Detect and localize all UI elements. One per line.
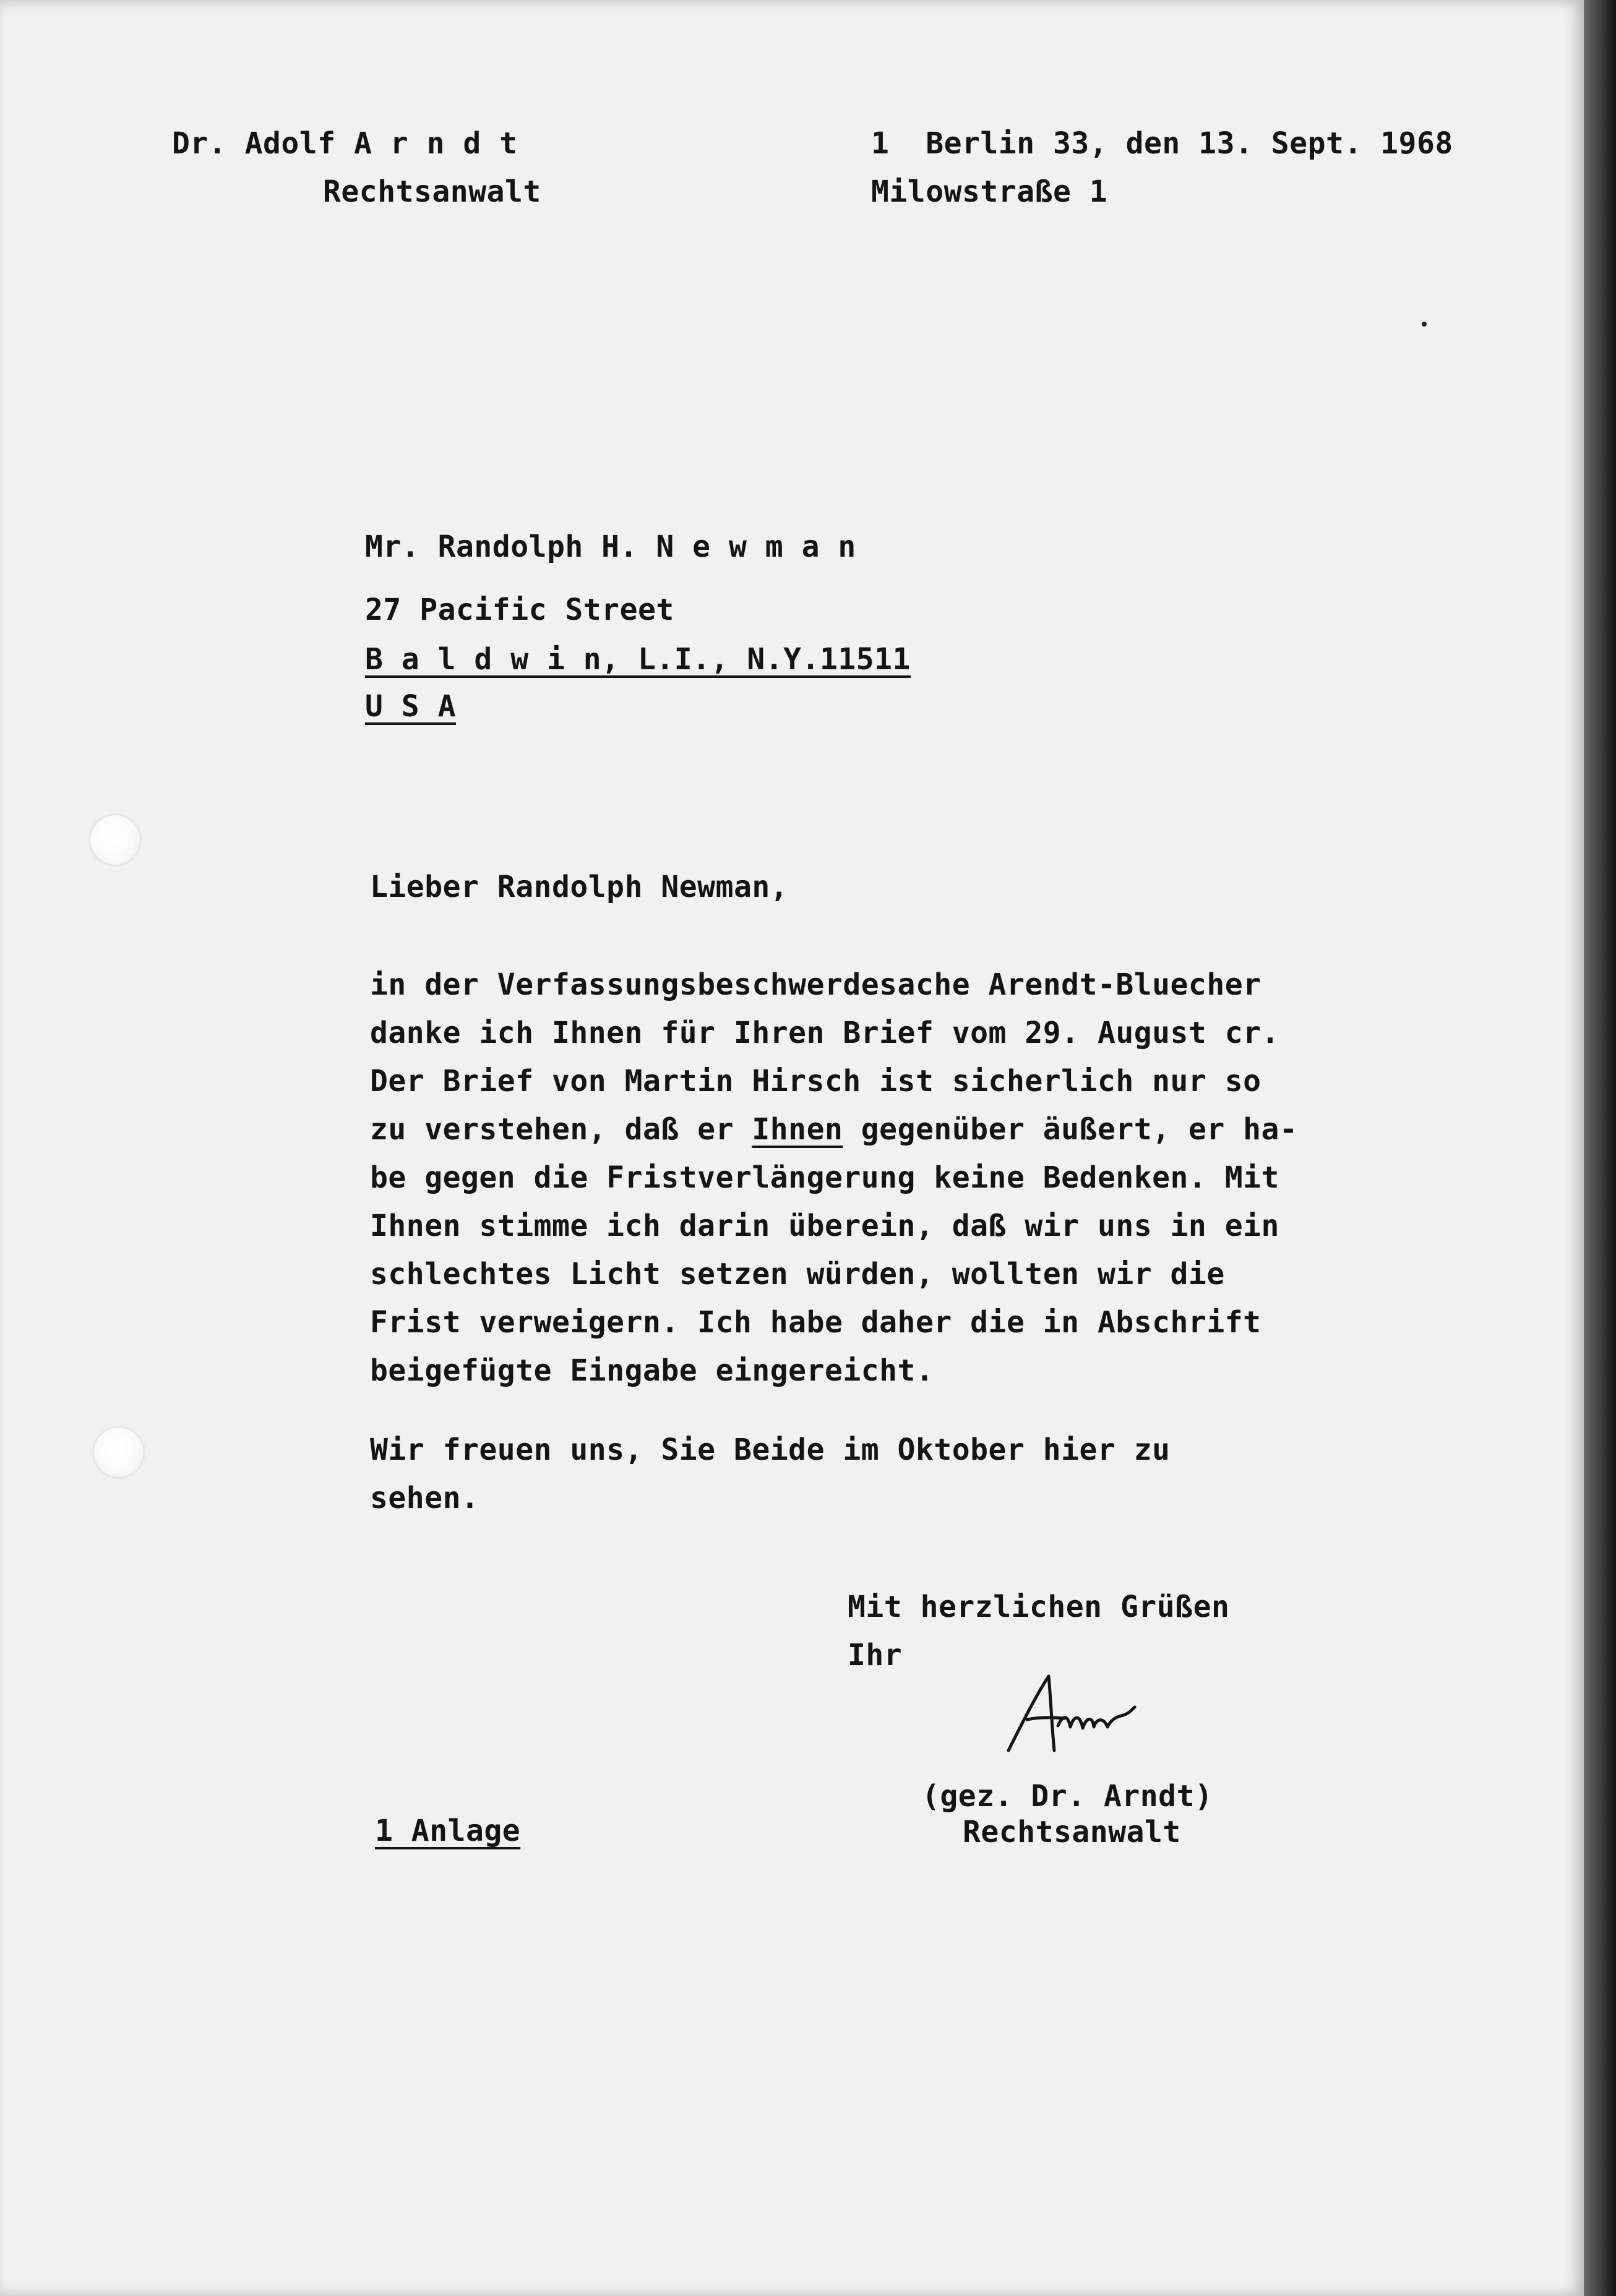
sender-street: Milowstraße 1 xyxy=(871,174,1108,209)
body-line-5: be gegen die Fristverlängerung keine Bedenken. Mit xyxy=(370,1160,1279,1195)
signed-note: (gez. Dr. Arndt) xyxy=(922,1779,1213,1814)
body-line-4 xyxy=(370,1112,1298,1147)
body-line-4-before: zu verstehen, daß er xyxy=(370,1112,752,1147)
body-line-3: Der Brief von Martin Hirsch ist sicherlich nur so xyxy=(370,1064,1261,1099)
sender-title: Rechtsanwalt xyxy=(323,174,541,209)
body2-line-1: Wir freuen uns, Sie Beide im Oktober hier zu xyxy=(370,1433,1171,1467)
body-line-4-underlined: Ihnen xyxy=(752,1112,843,1147)
recipient-name: Mr. Randolph H. N e w m a n xyxy=(365,529,856,564)
punch-hole-top xyxy=(90,815,140,865)
sender-name: Dr. Adolf A r n d t xyxy=(172,126,518,161)
body-line-1: in der Verfassungsbeschwerdesache Arendt-Bluecher xyxy=(370,967,1261,1002)
body-line-8: Frist verweigern. Ich habe daher die in Abschrift xyxy=(370,1305,1261,1340)
recipient-country: U S A xyxy=(365,689,456,724)
body-line-6: Ihnen stimme ich darin überein, daß wir uns in ein xyxy=(370,1209,1279,1243)
punch-hole-bottom xyxy=(94,1428,144,1477)
body-line-2: danke ich Ihnen für Ihren Brief vom 29. August cr. xyxy=(370,1016,1279,1050)
scan-edge-shadow xyxy=(1584,0,1616,2296)
handwritten-signature xyxy=(984,1658,1169,1781)
enclosure-note: 1 Anlage xyxy=(375,1814,521,1848)
closing-greeting: Mit herzlichen Grüßen xyxy=(848,1590,1230,1624)
body-line-9: beigefügte Eingabe eingereicht. xyxy=(370,1353,934,1388)
ink-speck xyxy=(1422,322,1427,327)
recipient-city: B a l d w i n, L.I., N.Y.11511 xyxy=(365,642,911,677)
closing-ihr: Ihr xyxy=(848,1638,903,1673)
salutation: Lieber Randolph Newman, xyxy=(370,870,789,904)
signer-title: Rechtsanwalt xyxy=(963,1815,1181,1849)
body-line-7: schlechtes Licht setzen würden, wollten wir die xyxy=(370,1257,1225,1292)
body2-line-2: sehen. xyxy=(370,1481,479,1515)
place-date: 1 Berlin 33, den 13. Sept. 1968 xyxy=(871,126,1453,161)
recipient-street: 27 Pacific Street xyxy=(365,593,674,627)
body-line-4-after: gegenüber äußert, er ha- xyxy=(843,1112,1298,1147)
